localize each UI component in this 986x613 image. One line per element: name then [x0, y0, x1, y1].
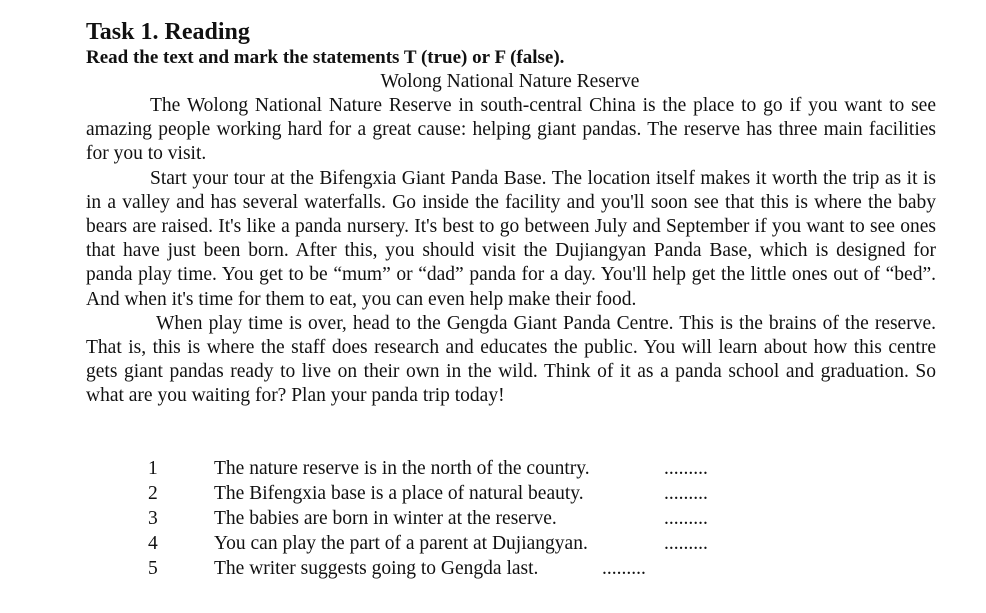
- answer-blank[interactable]: .........: [664, 533, 708, 554]
- statement-row: [0, 457, 986, 481]
- statement-text: The babies are born in winter at the reserve.: [214, 508, 557, 529]
- statement-row: [0, 507, 986, 531]
- statement-text: The Bifengxia base is a place of natural beauty.: [214, 483, 584, 504]
- reading-passage: [86, 94, 936, 409]
- answer-blank[interactable]: .........: [664, 508, 708, 529]
- statement-row: [0, 557, 986, 581]
- statement-row: [0, 482, 986, 506]
- statement-number: 5: [148, 558, 158, 579]
- statement-text: The writer suggests going to Gengda last.: [214, 558, 539, 579]
- passage-paragraph-3: When play time is over, head to the Gengda Giant Panda Centre. This is the brains of the reserve. That is, this is where the staff does research and educates the public. You will learn about how this centre gets giant pandas ready to live on their own in the wild. Think of it as a panda school and graduation. So what are you waiting for? Plan your panda trip today!: [86, 312, 936, 407]
- passage-paragraph-2: Start your tour at the Bifengxia Giant Panda Base. The location itself makes it worth the trip as it is in a valley and has several waterfalls. Go inside the facility and you'll soon see that this is where the baby bears are raised. It's like a panda nursery. It's best to go between July and September if you want to see ones that have just been born. After this, you should visit the Dujiangyan Panda Base, which is designed for panda play time. You get to be “mum” or “dad” panda for a day. You'll help get the little ones out of “bed”. And when it's time for them to eat, you can even help make their food.: [86, 167, 936, 310]
- statement-number: 1: [148, 458, 158, 479]
- task-title: Task 1. Reading: [86, 19, 250, 45]
- statement-text: The nature reserve is in the north of the country.: [214, 458, 590, 479]
- statement-row: [0, 532, 986, 556]
- reading-text-title: Wolong National Nature Reserve: [380, 71, 640, 92]
- statement-number: 4: [148, 533, 158, 554]
- statement-text: You can play the part of a parent at Dujiangyan.: [214, 533, 588, 554]
- passage-paragraph-1: The Wolong National Nature Reserve in south-central China is the place to go if you want to see amazing people working hard for a great cause: helping giant pandas. The reserve has three main facilities for you to visit.: [86, 95, 936, 165]
- task-instruction: Read the text and mark the statements T (true) or F (false).: [86, 47, 565, 68]
- answer-blank[interactable]: .........: [602, 558, 646, 579]
- statement-number: 3: [148, 508, 158, 529]
- answer-blank[interactable]: .........: [664, 483, 708, 504]
- statement-number: 2: [148, 483, 158, 504]
- answer-blank[interactable]: .........: [664, 458, 708, 479]
